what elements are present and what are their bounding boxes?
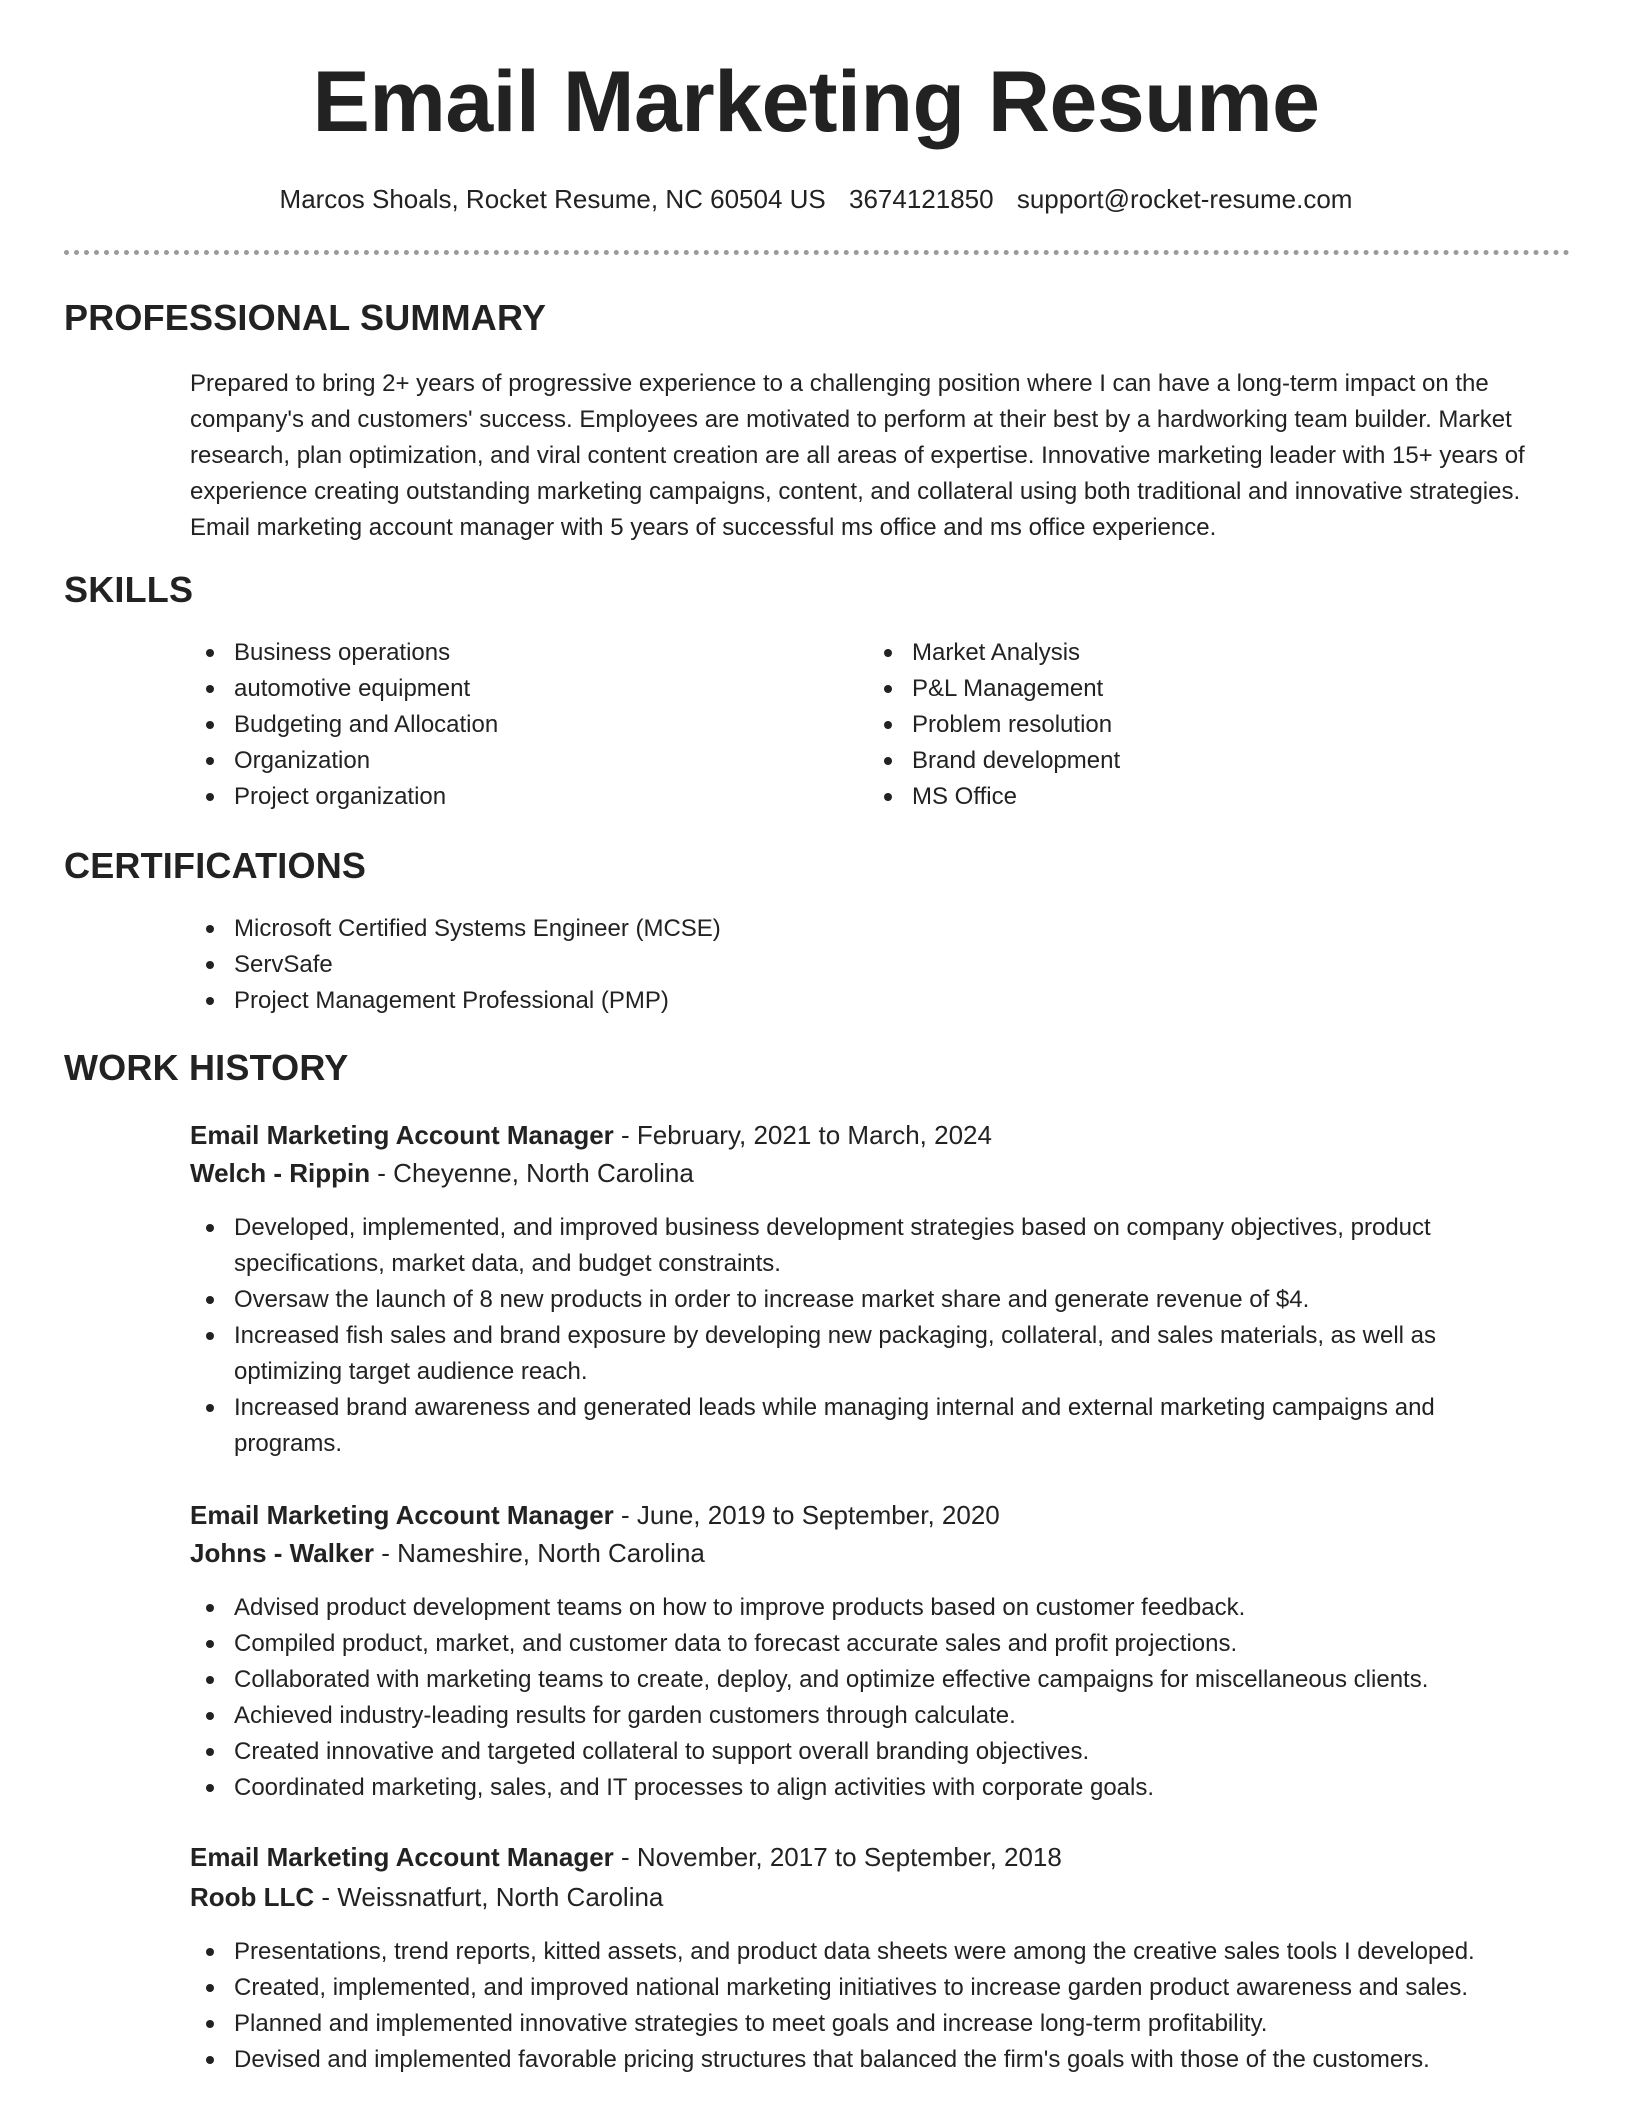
job-dates: - June, 2019 to September, 2020 (613, 1500, 1000, 1530)
job-bullet: Achieved industry-leading results for garden customers through calculate. (190, 1698, 1570, 1734)
skill-item: Problem resolution (868, 707, 1528, 743)
job-company-line (190, 1878, 663, 1916)
skill-item: Brand development (868, 743, 1528, 779)
job-location: - Nameshire, North Carolina (373, 1538, 705, 1568)
skills-list-left (190, 635, 850, 815)
job-bullets (190, 1590, 1570, 1806)
job-title-line (190, 1838, 1062, 1876)
job-dates: - November, 2017 to September, 2018 (613, 1842, 1062, 1872)
summary-heading: PROFESSIONAL SUMMARY (64, 297, 547, 338)
job-bullet: Presentations, trend reports, kitted assets, and product data sheets were among the creative sales tools I developed. (190, 1934, 1590, 1970)
job-bullet: Increased fish sales and brand exposure by developing new packaging, collateral, and sales materials, as well as optimizing target audience reach. (190, 1318, 1490, 1390)
job-title-line (190, 1496, 1000, 1534)
certifications-heading: CERTIFICATIONS (64, 845, 367, 886)
job-bullet: Coordinated marketing, sales, and IT processes to align activities with corporate goals. (190, 1770, 1570, 1806)
certification-item: Microsoft Certified Systems Engineer (MCSE) (190, 911, 1570, 947)
skill-item: Budgeting and Allocation (190, 707, 850, 743)
job-role: Email Marketing Account Manager (190, 1842, 614, 1872)
skills-list-right (868, 635, 1528, 815)
job-bullet: Planned and implemented innovative strategies to meet goals and increase long-term profitability. (190, 2006, 1590, 2042)
contact-email: support@rocket-resume.com (1016, 184, 1353, 214)
job-title-line (190, 1116, 992, 1154)
job-bullet: Compiled product, market, and customer data to forecast accurate sales and profit projections. (190, 1626, 1570, 1662)
skill-item: Organization (190, 743, 850, 779)
job-bullet: Advised product development teams on how to improve products based on customer feedback. (190, 1590, 1570, 1626)
job-role: Email Marketing Account Manager (190, 1120, 614, 1150)
job-bullets (190, 1210, 1490, 1462)
skill-item: MS Office (868, 779, 1528, 815)
job-bullet: Created, implemented, and improved national marketing initiatives to increase garden product awareness and sales. (190, 1970, 1590, 2006)
job-location: - Cheyenne, North Carolina (370, 1158, 694, 1188)
contact-address: Marcos Shoals, Rocket Resume, NC 60504 US (279, 184, 826, 214)
job-role: Email Marketing Account Manager (190, 1500, 614, 1530)
certifications-list (190, 911, 1570, 1019)
job-bullets (190, 1934, 1590, 2078)
job-dates: - February, 2021 to March, 2024 (613, 1120, 992, 1150)
certification-item: ServSafe (190, 947, 1570, 983)
job-company: Johns - Walker (190, 1538, 374, 1568)
job-bullet: Oversaw the launch of 8 new products in order to increase market share and generate revenue of $4. (190, 1282, 1490, 1318)
work-history-heading: WORK HISTORY (64, 1047, 349, 1088)
certification-item: Project Management Professional (PMP) (190, 983, 1570, 1019)
job-company-line (190, 1534, 705, 1572)
job-bullet: Devised and implemented favorable pricing structures that balanced the firm's goals with those of the customers. (190, 2042, 1590, 2078)
header-divider (64, 250, 1570, 255)
job-company-line (190, 1154, 694, 1192)
skill-item: automotive equipment (190, 671, 850, 707)
job-company: Roob LLC (190, 1882, 315, 1912)
skill-item: P&L Management (868, 671, 1528, 707)
contact-phone: 3674121850 (849, 184, 994, 214)
job-bullet: Created innovative and targeted collateral to support overall branding objectives. (190, 1734, 1570, 1770)
summary-text: Prepared to bring 2+ years of progressive experience to a challenging position where I can have a long-term impact on the company's and customers' success. Employees are motivated to perform at their best by a hardworking team builder. Market research, plan optimization, and viral content creation are all areas of expertise. Innovative marketing leader with 15+ years of experience creating outstanding marketing campaigns, content, and collateral using both traditional and innovative strategies. Email marketing account manager with 5 years of successful ms office and ms office experience. (190, 370, 1525, 541)
skill-item: Project organization (190, 779, 850, 815)
skill-item: Business operations (190, 635, 850, 671)
job-bullet: Developed, implemented, and improved business development strategies based on company objectives, product specifications, market data, and budget constraints. (190, 1210, 1490, 1282)
page-title: Email Marketing Resume (312, 54, 1320, 150)
skill-item: Market Analysis (868, 635, 1528, 671)
job-company: Welch - Rippin (190, 1158, 371, 1188)
skills-heading: SKILLS (64, 569, 194, 610)
job-bullet: Increased brand awareness and generated leads while managing internal and external marketing campaigns and programs. (190, 1390, 1490, 1462)
job-location: - Weissnatfurt, North Carolina (314, 1882, 664, 1912)
contact-line (0, 182, 1632, 216)
job-bullet: Collaborated with marketing teams to create, deploy, and optimize effective campaigns for miscellaneous clients. (190, 1662, 1570, 1698)
